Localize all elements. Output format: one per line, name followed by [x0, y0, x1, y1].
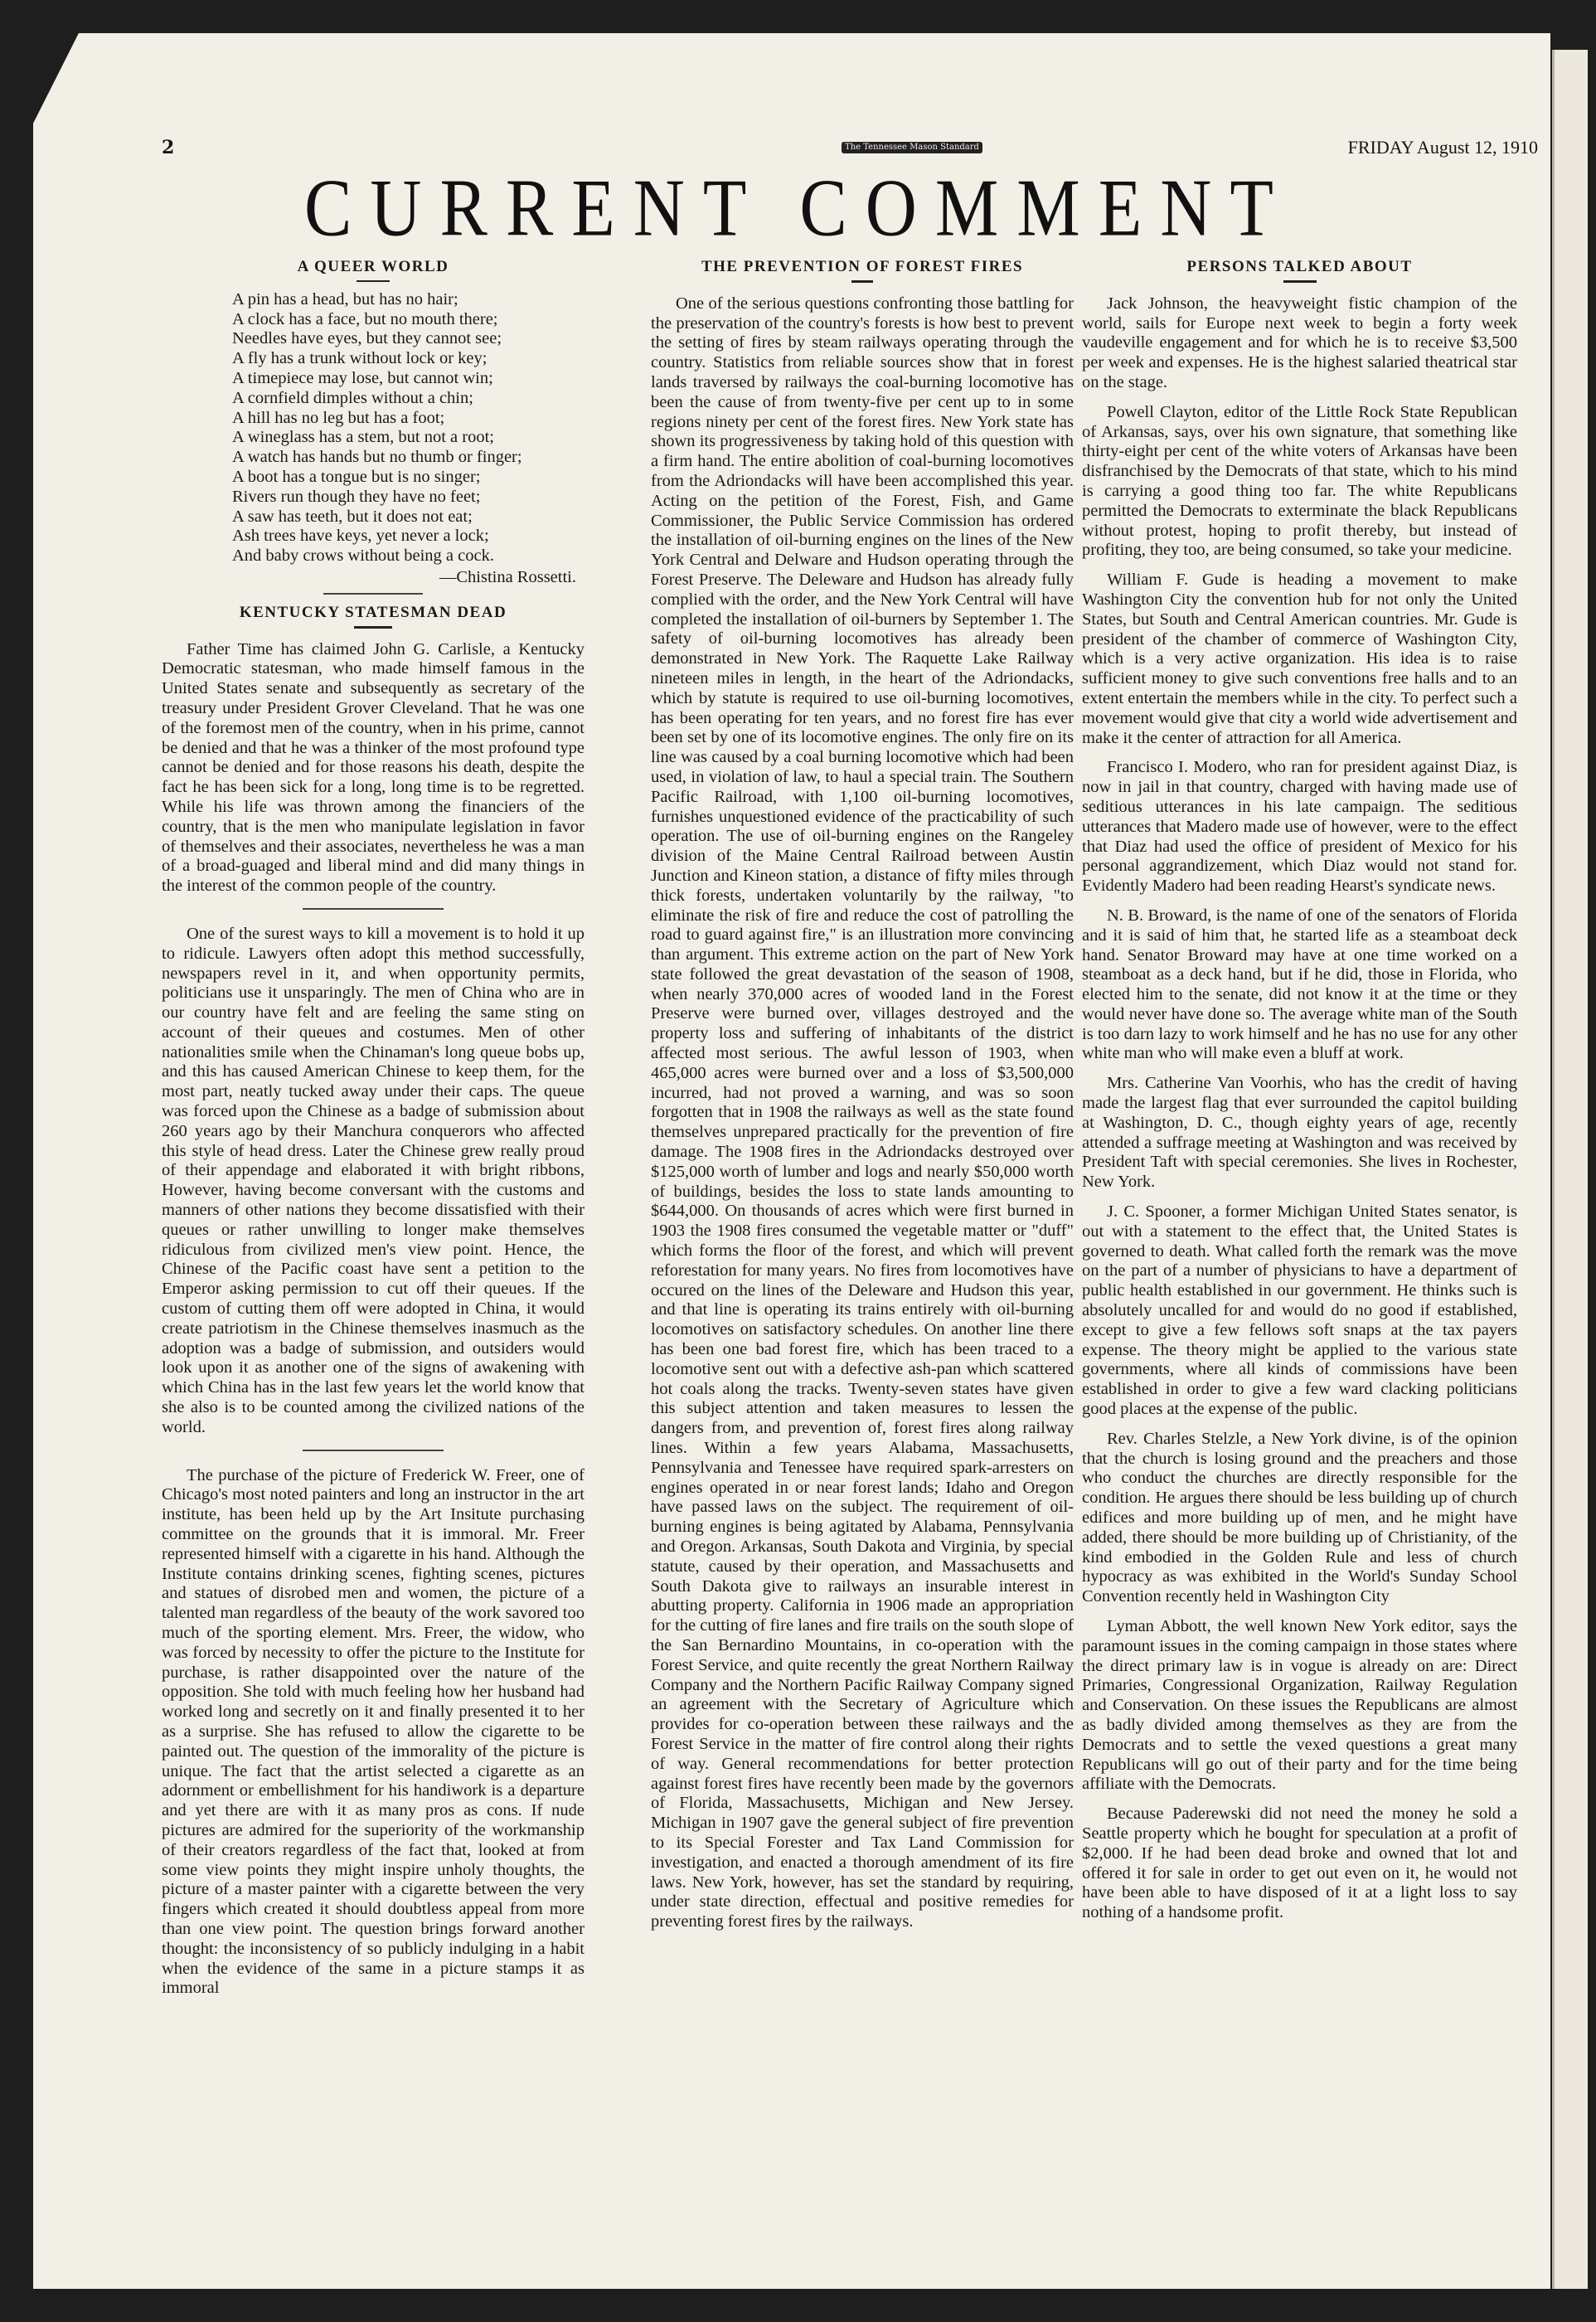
persons-item: N. B. Broward, is the name of one of the senators of Florida and it is said of him that, he started life as a steamboat deck hand. Senator Broward may have at one time worked on a steamboat as a deck hand, but if he did, those in Florida, who elected him to the senate, did not know it at the time or they would never have done so. The average white man of the South is too darn lazy to work himself and he has no use for any other white man who will make even a bluff at work. [1082, 906, 1517, 1063]
poem-line: A boot has a tongue but is no singer; [232, 467, 481, 486]
persons-item: Mrs. Catherine Van Voorhis, who has the credit of having made the largest flag that ever surrounded the capitol building at Washington, D. C., though eighty years of age, recently attended a suffrage meeting at Washington and was received by President Taft with special ceremonies. She lives in Rochester, New York. [1082, 1074, 1517, 1192]
next-page-edge [1552, 50, 1588, 2289]
poem-line: A timepiece may lose, but cannot win; [232, 368, 493, 387]
persons-item: Lyman Abbott, the well known New York editor, says the paramount issues in the coming campaign in those states where the direct primary law is in vogue is already on are: Direct Primaries, Congressional Organization, Railway Regulation and Conservation. On these issues the Republicans are almost as badly divided among themselves as they are from the Democrats and to settle the vexed questions a great many Republicans will go out of their party and for the time being affiliate with the Democrats. [1082, 1617, 1517, 1794]
forest-fires-heading: THE PREVENTION OF FOREST FIRES [701, 258, 1024, 275]
poem-line: A clock has a face, but no mouth there; [232, 309, 498, 328]
persons-item: Because Paderewski did not need the money he sold a Seattle property which he bought for speculation at a profit of $2,000. If he had been dead broke and owned that lot and offered it for sale in order to get out even on it, he would not have been able to have disposed of it at a light loss to say nothing of a handsome profit. [1082, 1805, 1517, 1922]
poem-heading: A QUEER WORLD [297, 258, 449, 275]
section-divider [323, 593, 423, 595]
chinese-queue-article: One of the surest ways to kill a movement is to hold it up to ridicule. Lawyers often adopt this method successfully, newspapers revel in it, and when opportunity permits, politicians use it unsparingly. The men of China who are in our country have felt and are feeling the same sting on account of their queues and costumes. Men of other nationalities smile when the Chinaman's long queue bobs up, and this has caused American Chinese to keep them, for the most part, neatly tucked away under their caps. The queue was forced upon the Chinese as a badge of submission about 260 years ago by their Manchura conquerors who affected this style of head dress. Later the Chinese grew really proud of their appendage and elaborated it with bright ribbons, However, having become conversant with the customs and manners of other nations they become dissatisfied with their queues or rather unwilling to longer make themselves ridiculous from civilized men's view point. Hence, the Chinese of the Pacific coast have sent a petition to the Emperor asking permission to cut off their queues. If the custom of cutting them off were adopted in China, it would create patriotism in the Chinese themselves inasmuch as the adoption was a badge of submission, and outsiders would look upon it as another one of the signs of awakening with which China has in the last few years let the world know that she also is to be counted among the civilized nations of the world. [162, 924, 585, 1436]
poem-line: A watch has hands but no thumb or finger; [232, 448, 522, 467]
column-right [1082, 257, 1517, 1933]
forest-fires-article: One of the serious questions confronting those battling for the preservation of the country's forests is how best to prevent the setting of fires by steam railways operating through the country. Statistics from reliable sources show that in forest lands traversed by railways the coal-burning locomotive has been the cause of from twenty-five per cent up to in some regions ninety per cent of the forest fires. New York state has shown its progressiveness by taking hold of this question with a firm hand. The entire abolition of coal-burning locomotives from the Adriondacks will have been accomplished this year. Acting on the petition of the Forest, Fish, and Game Commissioner, the Public Service Commission has ordered the installation of oil-burning engines on the lines of the New York Central and Delware and Hudson operating through the Forest Preserve. The Deleware and Hudson has already fully complied with the order, and the New York Central will have completed the installation of oil-burners by September 1. The safety of oil-burning locomotives has already been demonstrated in New York. The Raquette Lake Railway nineteen miles in length, in the heart of the Adriondacks, which by statute is required to use oil-burning locomotives, has been operating for ten years, and no forest fire has ever been set by one of its locomotive engines. The only fire on its line was caused by a coal burning locomotive which had been used, in violation of law, to haul a special train. The Southern Pacific Railroad, with 1,100 oil-burning locomotives, furnishes unquestioned evidence of the practicability of such operation. The use of oil-burning engines on the Rangeley division of the Maine Central Railroad between Austin Junction and Kineon station, a distance of fifty miles through thick forests, undertaken voluntarily by the railway, "to eliminate the risk of fire and reduce the cost of patrolling the road to guard against fire," is an illustration more convincing than argument. This extreme action on the part of New York state followed the great devastation of the season of 1908, when nearly 370,000 acres of wooded land in the Forest Preserve were burned over, villages destroyed and the property loss and suffering of inhabitants of the district affected most serious. The awful lesson of 1903, when 465,000 acres were burned over and a loss of $3,500,000 incurred, had not proved a warning, and was so soon forgotten that in 1908 the railways as well as the state found themselves unprepared practically for the prevention of fire damage. The 1908 fires in the Adriondacks destroyed over $125,000 worth of lumber and logs and nearly $50,000 worth of buildings, besides the loss to state lands amounting to $644,000. On thousands of acres which were first burned in 1903 the 1908 fires consumed the vegetable matter or "duff" which forms the floor of the forest, and which will prevent reforestation for many years. No fires from locomotives have occured on the lines of the Deleware and Hudson this year, and that line is operating its trains entirely with oil-burning locomotives on satisfactory schedules. On another line there has been one bad forest fire, which has been traced to a locomotive sent out with a defective ash-pan which scattered hot coals along the tracks. Twenty-seven states have given this subject attention and taken measures to lessen the dangers from, and prevention of, forest fires along railway lines. Within a few years Alabama, Massachusetts, Pennsylvania and Tenessee have required spark-arresters on engines operated in or near forest lands; Idaho and Oregon have passed laws on the subject. The requirement of oil-burning engines is being agitated by Alabama, Pennsylvania and Oregon. Arkansas, South Dakota and Virginia, by special statute, caused by their operation, and Massachusetts and South Dakota give to railways an insurable interest in abutting property. California in 1906 made an appropriation for the cutting of fire lanes and fire trails on the south slope of the San Bernardino Mountains, in co-operation with the Forest Service, and quite recently the great Northern Railway Company and the Northern Pacific Railway Company signed an agreement with the Secretary of Agriculture which provides for co-operation between these railways and the Forest Service in the matter of fire control along their rights of way. General recommendations for better protection against forest fires have recently been made by the governors of Florida, Massachusetts, Michigan and New Jersey. Michigan in 1907 gave the general subject of fire prevention to its Special Forester and Tax Land Commission for investigation, and enacted a thorough amendment of its fire laws. New York, however, has set the standard by requiring, under state direction, effectual and positive remedies for preventing forest fires by the railways. [651, 294, 1074, 1931]
persons-item: Jack Johnson, the heavyweight fistic champion of the world, sails for Europe next week to begin a forty week vaudeville engagement and for which he is to receive $3,500 per week and expenses. He is the highest salaried theatrical star on the stage. [1082, 294, 1517, 391]
section-divider [303, 1450, 444, 1451]
page-number: 2 [162, 137, 175, 158]
poem-line: A saw has teeth, but it does not eat; [232, 507, 473, 526]
poem-line: Rivers run though they have no feet; [232, 487, 481, 506]
issue-date: FRIDAY August 12, 1910 [1347, 137, 1538, 158]
heading-rule [851, 280, 873, 283]
persons-item: Francisco I. Modero, who ran for president against Diaz, is now in jail in that country, charged with having made use of seditious utterances in his late campaign. The seditious utterances that Madero made use of however, were to the effect that Diaz had used the office of president of Mexico for his personal aggrandizement, which Diaz would not stand for. Evidently Madero had been reading Hearst's syndicate news. [1082, 758, 1517, 896]
page-title: CURRENT COMMENT [304, 161, 1292, 254]
column-center [651, 257, 1074, 1944]
page-header [162, 137, 1538, 162]
freer-painting-article: The purchase of the picture of Frederick W. Freer, one of Chicago's most noted painters and long an instructor in the art institute, has been held up by the Art Insitute purchasing committee on the grounds that it is immoral. Mr. Freer represented himself with a cigarette in his hand. Although the Institute contains drinking scenes, fighting scenes, pictures and statues of disrobed men and women, the picture of a talented man regardless of the beauty of the work savored too much of the sporting element. Mrs. Freer, the widow, who was forced by necessity to offer the picture to the Institute for purchase, is rather disappointed over the nature of the opposition. She told with much feeling how her husband had worked long and secretly on it and finally presented it to her as a surprise. She has refused to allow the cigarette to be painted out. The question of the immorality of the picture is unique. The fact that the artist selected a cigarette as an adornment or embellishment for his handiwork is a departure and yet there are with it as many pros as cons. If nude pictures are admired for the superiority of the workmanship of their creators regardless of the fact that, looked at from some view points they might inspire unholy thoughts, the picture of a master painter with a cigarette between the very fingers which created it should doubtless appeal from more than one view point. The question brings forward another thought: the inconsistency of so publicly indulging in a habit when the evidence of the same in a picture stamps it as immoral [162, 1465, 585, 1998]
heading-rule [1283, 280, 1317, 283]
poem-line: A wineglass has a stem, but not a root; [232, 428, 494, 447]
poem-line: A pin has a head, but has no hair; [232, 289, 458, 308]
persons-item: J. C. Spooner, a former Michigan United States senator, is out with a statement to the effect that, the United States is governed to death. What called forth the remark was the move on the part of a number of physicians to have a department of public health established in our government. He thinks such is absolutely uncalled for and would do no good if established, except to give a few fellows soft snaps at the tax payers expense. The theory might be applied to the various state governments, where all kinds of commissions have been established in order to give a few ward clacking politicians good places at the expense of the public. [1082, 1202, 1517, 1419]
poem-line: A fly has a trunk without lock or key; [232, 349, 488, 368]
persons-item: Rev. Charles Stelzle, a New York divine, is of the opinion that the church is losing ground and the preachers and those who conduct the churches are directly responsible for the condition. He argues there should be less building up of church edifices and more building up of men, and he might have added, there should be more building up of Christianity, of the kind embodied in the Golden Rule and less of church hypocracy as was exhibited in the World's Sunday School Convention recently held in Washington City [1082, 1429, 1517, 1606]
kentucky-heading: KENTUCKY STATESMAN DEAD [239, 603, 507, 621]
poem-line: A cornfield dimples without a chin; [232, 388, 473, 407]
persons-item: William F. Gude is heading a movement to make Washington City the convention hub for not only the United States, but South and Central American countries. Mr. Gude is president of the chamber of commerce of Washington City, which is a very active organization. His idea is to raise sufficient money to give such conventions free halls and to an extent entertain the members while in the city. To perfect such a movement would give that city a world wide advertisement and make it the center of attraction for all America. [1082, 571, 1517, 747]
masthead-logo: The Tennessee Mason Standard [842, 142, 982, 153]
heading-rule [354, 626, 392, 629]
poem-line: And baby crows without being a cock. [232, 546, 494, 566]
poem-line: Ash trees have keys, yet never a lock; [232, 527, 489, 546]
poem-line: Needles have eyes, but they cannot see; [232, 329, 502, 348]
poem [162, 290, 585, 566]
poem-attribution: —Chistina Rossetti. [439, 567, 576, 586]
persons-heading: PERSONS TALKED ABOUT [1186, 258, 1413, 275]
heading-rule [357, 280, 390, 282]
column-left [162, 257, 585, 2010]
poem-line: A hill has no leg but has a foot; [232, 408, 445, 427]
kentucky-article: Father Time has claimed John G. Carlisle, a Kentucky Democratic statesman, who made himself famous in the United States senate and subsequently as secretary of the treasury under President Grover Cleveland. That he was one of the foremost men of the country, when in his prime, cannot be denied and that he was a thinker of the most profound type cannot be denied and for those reasons his death, despite the fact he has been sick for a long, long time is to be regretted. While his life was thrown among the financiers of the country, that is the men who manipulate legislation in favor of themselves and their associates, nevertheless he was a man of a broad-guaged and liberal mind and did many things in the interest of the common people of the country. [162, 639, 585, 896]
persons-item: Powell Clayton, editor of the Little Rock State Republican of Arkansas, says, over his own signature, that something like thirty-eight per cent of the white voters of Arkansas have been disfranchised by the Democrats of that state, which to his mind is carrying a good thing too far. The white Republicans permitted the Democrats to exterminate the black Republicans without protest, hoping to profit thereby, but instead of profiting, they too, are being consumed, so take your medicine. [1082, 402, 1517, 560]
section-divider [303, 908, 444, 910]
